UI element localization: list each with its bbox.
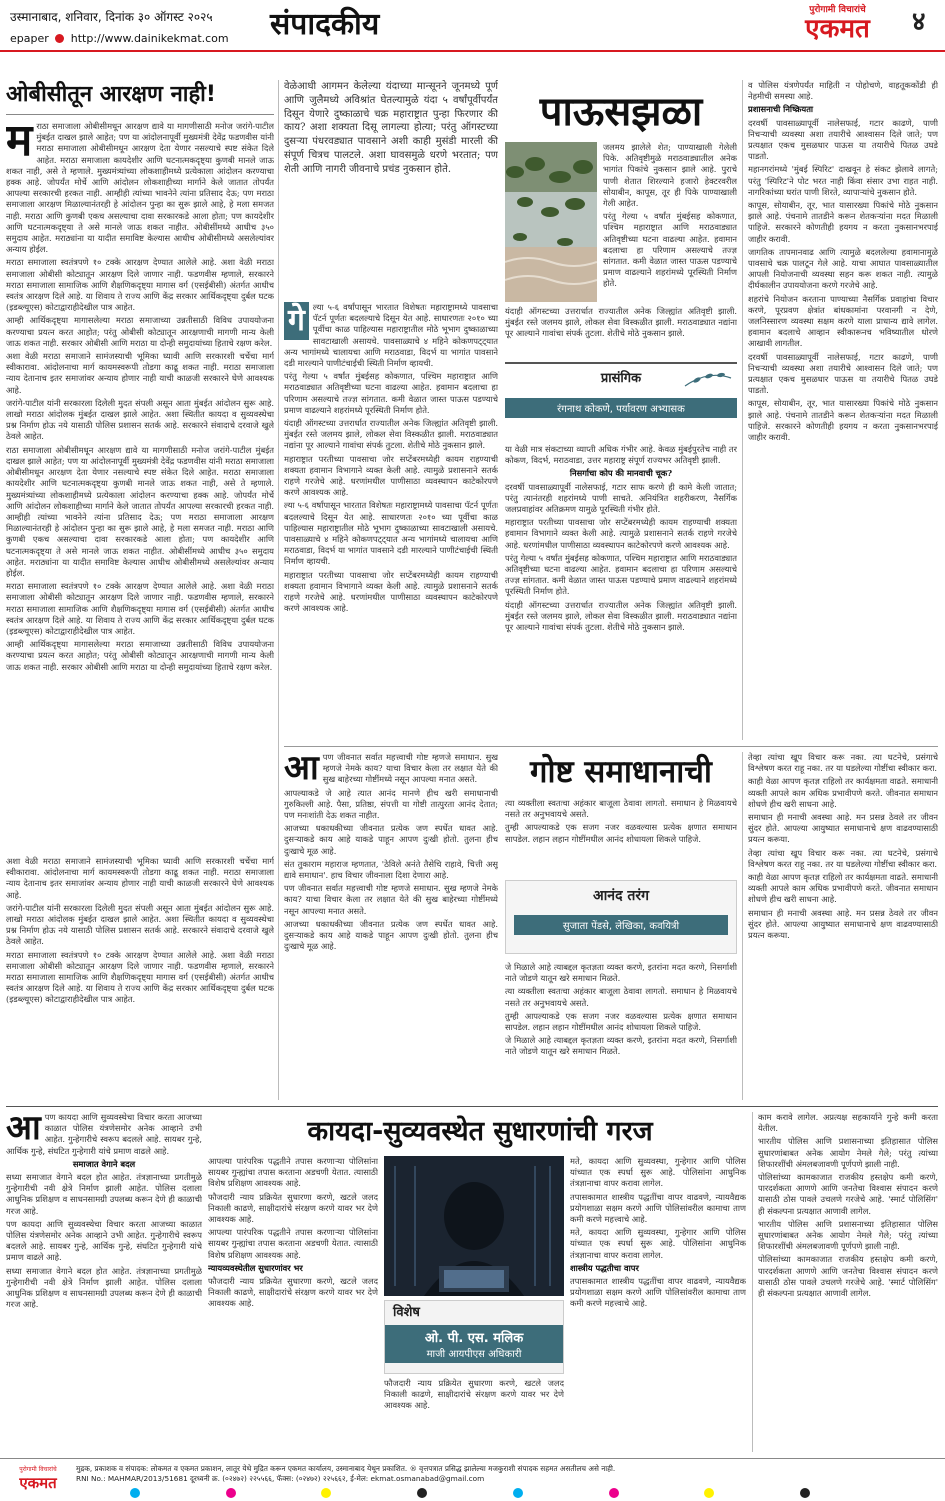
editorial-paragraph: अशा वेळी मराठा समाजाने सामंजस्याची भूमिका घ्यावी आणि सरकारशी चर्चेचा मार्ग स्वीकारावा. आंदोलनाचा मार्ग कायमस्वरूपी तोडगा काढू शकत नाही. मराठा समाजाला न्याय देतानाच इतर समाजांवर अन्याय होणार नाही याची काळजी सरकारने घेणे आवश्यक आहे.: [6, 351, 274, 395]
editorial-headline: ओबीसीतून आरक्षण नाही!: [6, 80, 274, 115]
leaf-icon: [683, 368, 733, 390]
story-text: काही वेळा आपण कृतज्ञ राहिलो तर कार्यक्षमता वाढते. समाधानी व्यक्ती आपले काम अधिक प्रभावीपणे करते. जीवनात समाधान शोधणे हीच खरी साधना आहे.: [748, 872, 938, 905]
rain-text: परंतु गेल्या ५ वर्षांत मुंबईसह कोकणात, पश्चिम महाराष्ट्रात आणि मराठवाड्यात अतिवृष्टीच्या घटना वाढल्या आहेत. हवामान बदलाचा हा परिणाम असल्याचे तज्ज्ञ सांगतात. कमी वेळात जास्त पाऊस पडण्याचे प्रमाण वाढल्याने शहरांमध्ये पूरस्थिती निर्माण होते.: [505, 552, 737, 597]
rain-text: यंदाही ऑगस्टच्या उत्तरार्धात राज्यातील अनेक जिल्ह्यांत अतिवृष्टी झाली. मुंबईत रस्ते जलमय झाले, लोकल सेवा विस्कळीत झाली. मराठवाड्यात नद्यांना पूर आल्याने गावांचा संपर्क तुटला. शेतीचे मोठे नुकसान झाले.: [284, 418, 498, 451]
story-text: समाधान ही मनाची अवस्था आहे. मन प्रसन्न ठेवले तर जीवन सुंदर होते. आपल्या आयुष्यात समाधानाचे क्षण वाढवण्यासाठी प्रयत्न करूया.: [748, 907, 938, 941]
logo-name: एकमत: [805, 14, 870, 44]
rain-text: महाराष्ट्रात परतीच्या पावसाचा जोर सप्टेंबरमध्येही कायम राहण्याची शक्यता हवामान विभागाने व्यक्त केली आहे. त्यामुळे प्रशासनाने सतर्क राहणे गरजेचे आहे. धरणांमधील पाणीसाठा व्यवस्थापन काटेकोरपणे करणे आवश्यक आहे.: [284, 569, 498, 614]
footer-logo: [8, 1465, 68, 1493]
editorial-dropcap: म: [6, 121, 33, 166]
story-text: संत तुकाराम महाराज म्हणतात, 'ठेविले अनंते तैसेचि राहावे, चित्ती असू द्यावे समाधान'. हाच विचार जीवनाला दिशा देणारा आहे.: [284, 858, 498, 881]
prasangik-label: [505, 362, 737, 438]
masthead-rule: [0, 50, 945, 52]
story-headline: गोष्ट समाधानाची: [530, 754, 712, 790]
rain-text: ल्या ५-६ वर्षांपासून भारतात विशेषतः महाराष्ट्रामध्ये पावसाचा पॅटर्न पूर्णतः बदलल्याचे दिसून येत आहे. साधारणतः २०१० च्या पूर्वीचा काळ पाहिल्यास महाराष्ट्रातील मोठे भूभाग दुष्काळाच्या सावटाखाली असायचे. पावसाळ्याचे ४ महिने कोकणपट्ट्यात अन्य भागांमध्ये चालायचा आणि मराठवाडा, विदर्भ या भागांत पावसाने दडी मारल्याने पाणीटंचाईची स्थिती निर्माण व्हायची.: [284, 500, 498, 567]
story-text: पण जीवनात सर्वात महत्त्वाची गोष्ट म्हणजे समाधान. सुख म्हणजे नेमके काय? याचा विचार केला तर लक्षात येते की सुख बाहेरच्या गोष्टींमध्ये नसून आपल्या मनात असते.: [322, 752, 498, 785]
yellow-dot: [704, 1488, 714, 1498]
rain-text: यंदाही ऑगस्टच्या उत्तरार्धात राज्यातील अनेक जिल्ह्यांत अतिवृष्टी झाली. मुंबईत रस्ते जलमय झाले, लोकल सेवा विस्कळीत झाली. मराठवाड्यात नद्यांना पूर आल्याने गावांचा संपर्क तुटला. शेतीचे मोठे नुकसान झाले.: [505, 599, 737, 633]
dateline: उस्मानाबाद, शनिवार, दिनांक ३० ऑगस्ट २०२५: [10, 10, 213, 24]
story-text: आजच्या धकाधकीच्या जीवनात प्रत्येक जण स्पर्धेत धावत आहे. दुसऱ्याकडे काय आहे याकडे पाहून आपण दुःखी होतो. तुलना हीच दुःखाचे मूळ आहे.: [284, 918, 498, 952]
footer-logo-tagline: पुरोगामी विचारांचे: [19, 1466, 57, 1473]
story-text: समाधान ही मनाची अवस्था आहे. मन प्रसन्न ठेवले तर जीवन सुंदर होते. आपल्या आयुष्यात समाधानाचे क्षण वाढवण्यासाठी प्रयत्न करूया.: [748, 812, 938, 845]
law-text: भारतीय पोलिस आणि प्रशासनाच्या इतिहासात पोलिस सुधारणांबाबत अनेक आयोग नेमले गेले; परंतु त्यांच्या शिफारशींची अंमलबजावणी पूर्णपणे झाली नाही.: [758, 1218, 938, 1252]
editorial-paragraph: आम्ही आर्थिकदृष्ट्या मागासलेल्या मराठा समाजाच्या उन्नतीसाठी विविध उपाययोजना करण्याचा प्रयत्न करत आहोत; परंतु ओबीसी कोट्यातून आरक्षणाची मागणी मान्य केली जाऊ शकत नाही. सरकार ओबीसी आणि मराठा या दोन्ही समुदायांच्या हिताचे रक्षण करेल.: [6, 315, 274, 348]
site-url[interactable]: http://www.dainikekmat.com: [70, 32, 229, 45]
logo-tagline: पुरोगामी विचारांचे: [809, 5, 866, 15]
footer-logo-name: एकमत: [19, 1474, 57, 1492]
rain-text: महानगरांमध्ये 'मुंबई स्पिरिट' दाखवून हे संकट झेलावे लागते; परंतु 'स्पिरिट'ने पोट भरत नाही किंवा संसार उभा राहत नाही. नागरिकांच्या घरांत पाणी शिरते, व्यापाऱ्यांचे नुकसान होते.: [748, 164, 938, 197]
rain-dropcap: गे: [284, 302, 309, 340]
hacker-photo: [384, 1156, 564, 1296]
law-text: पोलिसांच्या कामकाजात राजकीय हस्तक्षेप कमी करणे, पारदर्शकता आणणे आणि जनतेचा विश्वास संपादन करणे यासाठी ठोस पावले उचलणे गरजेचे आहे. 'स्मार्ट पोलिसिंग' ही संकल्पना प्रत्यक्षात आणावी लागेल.: [758, 1254, 938, 1299]
leaf-decoration: [683, 368, 733, 390]
flood-field-image: [505, 142, 597, 302]
editorial-paragraph: मराठा समाजाला स्वतंत्रपणे १० टक्के आरक्षण देण्यात आलेले आहे. अशा वेळी मराठा समाजाला ओबीसी कोट्यातून आरक्षण दिले जाणार नाही. फडणवीस म्हणाले, सरकारने मराठा समाजाला सामाजिक आणि शैक्षणिकदृष्ट्या मागास वर्ग (एसईबीसी) अंतर्गत आधीच स्वतंत्र आरक्षण दिले आहे. या शिवाय ते राज्य आणि केंद्र सरकार आर्थिकदृष्ट्या दुर्बल घटक (इडब्ल्यूएस) कोटाद्वाराहीदेखील पात्र आहेत.: [6, 581, 274, 636]
masthead: [0, 0, 945, 72]
vishesh-label: [384, 1300, 564, 1374]
story-body-left: [284, 752, 498, 1100]
law-body-right: [570, 1156, 746, 1452]
rain-subhead: प्रशासनाची निष्क्रियता: [748, 104, 814, 115]
vishesh-author-name: ओ. पी. एस. मलिक: [424, 1331, 524, 1346]
story-body-mid-lower: [505, 962, 737, 1100]
story-text: त्या व्यक्तीला स्वतःचा अहंकार बाजूला ठेवावा लागतो. समाधान हे मिळवायचे नसते तर अनुभवायचे असते.: [505, 798, 737, 820]
prasangik-title: प्रासंगिक: [505, 362, 737, 392]
law-text: पोलिसांच्या कामकाजात राजकीय हस्तक्षेप कमी करणे, पारदर्शकता आणणे आणि जनतेचा विश्वास संपादन करणे यासाठी ठोस पावले उचलणे गरजेचे आहे. 'स्मार्ट पोलिसिंग' ही संकल्पना प्रत्यक्षात आणावी लागेल.: [758, 1172, 938, 1216]
editorial-paragraph: राठा समाजाला ओबीसीमधून आरक्षण द्यावे या मागणीसाठी मनोज जरांगे-पाटील मुंबईत दाखल झाले आहेत; पण या आंदोलनापूर्वी मुख्यमंत्री देवेंद्र फडणवीस यांनी मराठा समाजाला ओबीसीमधून आरक्षण देता येणार नसल्याचे स्पष्ट संकेत दिले आहेत. मराठा समाजाला कायदेशीर आणि घटनात्मकदृष्ट्या कुणबी मानले जाऊ शकत नाही, असे ते म्हणाले. मुख्यमंत्र्यांच्या लोकशाहीमध्ये प्रत्येकाला आंदोलन करण्याचा हक्क आहे. जोपर्यंत मोर्चे आणि आंदोलन लोकशाहीच्या मार्गाने केले जातात तोपर्यंत आपल्या सरकारची हरकत नाही. आम्हीही त्यांच्या भावनेने त्यांना प्रतिसाद देऊ; पण मराठा समाजाला आरक्षण मिळाल्यानंतरही हे आंदोलन पुन्हा का सुरू झाले आहे, हे मला समजत नाही. मराठा आणि कुणबी एकच असल्याचा दावा सरकारकडे आला होता; पण कायदेशीर आणि घटनात्मकदृष्ट्या ते असे मानले जाऊ शकत नाहीत. ओबीसींमध्ये आधीच ३५० समुदाय आहेत. मराठ्यांना या यादीत समाविष्ट केल्यास आधीच ओबीसीमध्ये असलेल्यांवर अन्याय होईल.: [6, 444, 274, 578]
law-body-mid: [208, 1156, 378, 1452]
anand-tarang-author: सुजाता पेंडसे, लेखिका, कवयित्री: [514, 915, 728, 935]
story-text: त्या व्यक्तीला स्वतःचा अहंकार बाजूला ठेवावा लागतो. समाधान हे मिळवायचे नसते तर अनुभवायचे असते.: [505, 986, 737, 1008]
law-subhead: समाजात वेगाने बदल: [72, 1158, 136, 1169]
vishesh-author-role: माजी आयपीएस अधिकारी: [426, 1349, 522, 1360]
editorial-body-lower: [6, 856, 274, 1100]
law-text: तपासकामात शास्त्रीय पद्धतींचा वापर वाढवणे, न्यायवैद्यक प्रयोगशाळा सक्षम करणे आणि पोलिसांवरील कामाचा ताण कमी करणे महत्त्वाचे आहे.: [570, 1191, 746, 1225]
rain-body-right: [748, 80, 938, 742]
globe-icon: [55, 34, 64, 43]
rain-text: दरवर्षी पावसाळ्यापूर्वी नालेसफाई, गटार काढणे, पाणी निचऱ्याची व्यवस्था अशा तयारीचे आश्वासन दिले जाते; पण प्रत्यक्षात एकच मुसळधार पाऊस या तयारीचे पितळ उघडे पाडतो.: [748, 117, 938, 162]
imprint-text: [76, 1464, 936, 1484]
story-text: तुम्ही आपल्याकडे एक सजग नजर वळवल्यास प्रत्येक क्षणात समाधान सापडेल. लहान लहान गोष्टींमधील आनंद शोधायला शिकले पाहिजे.: [505, 822, 737, 844]
rain-photo-caption-text: [603, 142, 737, 304]
rain-text: कापूस, सोयाबीन, तूर, भात यासारख्या पिकांचे मोठे नुकसान झाले आहे. पंचनामे तातडीने करून शेतकऱ्यांना मदत मिळाली पाहिजे. सरकारने कोणतीही हयगय न करता नुकसानभरपाई जाहीर करावी.: [748, 398, 938, 443]
editorial-paragraph: मराठा समाजाला स्वतंत्रपणे १० टक्के आरक्षण देण्यात आलेले आहे. अशा वेळी मराठा समाजाला ओबीसी कोट्यातून आरक्षण दिले जाणार नाही. फडणवीस म्हणाले, सरकारने मराठा समाजाला सामाजिक आणि शैक्षणिकदृष्ट्या मागास वर्ग (एसईबीसी) अंतर्गत आधीच स्वतंत्र आरक्षण दिले आहे. या शिवाय ते राज्य आणि केंद्र सरकार आर्थिकदृष्ट्या दुर्बल घटक (इडब्ल्यूएस) कोटाद्वाराहीदेखील पात्र आहेत.: [6, 949, 274, 1005]
story-text: पण जीवनात सर्वात महत्त्वाची गोष्ट म्हणजे समाधान. सुख म्हणजे नेमके काय? याचा विचार केला तर लक्षात येते की सुख बाहेरच्या गोष्टींमध्ये नसून आपल्या मनात असते.: [284, 883, 498, 916]
law-subhead: न्यायव्यवस्थेतील सुधारणांवर भर: [208, 1262, 303, 1273]
law-text: मते, कायदा आणि सुव्यवस्था, गुन्हेगार आणि पोलिस यांच्यात एक स्पर्धा सुरू आहे. पोलिसांना आधुनिक तंत्रज्ञानाचा वापर करावा लागेल.: [570, 1156, 746, 1189]
story-text: आपल्याकडे जे आहे त्यात आनंद मानणे हीच खरी समाधानाची गुरुकिल्ली आहे. पैसा, प्रतिष्ठा, संपत्ती या गोष्टी तात्पुरता आनंद देतात; पण मनःशांती देऊ शकत नाहीत.: [284, 787, 498, 821]
anand-tarang-title: आनंद तरंग: [593, 888, 649, 904]
rain-text: जलमय झालेले शेत; पाण्याखाली गेलेली पिके. अतिवृष्टीमुळे मराठवाड्यातील अनेक भागांत पिकांचे नुकसान झाले आहे. पुराचे पाणी शेतात शिरल्याने हजारो हेक्टरवरील सोयाबीन, कापूस, तूर ही पिके पाण्याखाली गेली आहेत.: [603, 142, 737, 209]
rain-body-middle: [505, 444, 737, 742]
story-text: जे मिळाले आहे त्याबद्दल कृतज्ञता व्यक्त करणे, इतरांना मदत करणे, निसर्गाशी नाते जोडणे यातून खरे समाधान मिळते.: [505, 1035, 737, 1057]
vishesh-author-block: [385, 1325, 563, 1363]
law-body-far: [758, 1112, 938, 1452]
epaper-url[interactable]: [10, 32, 229, 45]
law-body-left: [6, 1112, 202, 1452]
law-dropcap: आ: [6, 1112, 41, 1148]
rain-text: परंतु गेल्या ५ वर्षांत मुंबईसह कोकणात, पश्चिम महाराष्ट्रात आणि मराठवाड्यात अतिवृष्टीच्या घटना वाढल्या आहेत. हवामान बदलाचा हा परिणाम असल्याचे तज्ज्ञ सांगतात. कमी वेळात जास्त पाऊस पडण्याचे प्रमाण वाढल्याने शहरांमध्ये पूरस्थिती निर्माण होते.: [284, 371, 498, 415]
yellow-dot: [321, 1488, 331, 1498]
law-text: काम करावे लागेल. अप्रत्यक्ष सहकार्याने गुन्हे कमी करता येतील.: [758, 1112, 938, 1134]
editorial-paragraph: अशा वेळी मराठा समाजाने सामंजस्याची भूमिका घ्यावी आणि सरकारशी चर्चेचा मार्ग स्वीकारावा. आंदोलनाचा मार्ग कायमस्वरूपी तोडगा काढू शकत नाही. मराठा समाजाला न्याय देतानाच इतर समाजांवर अन्याय होणार नाही याची काळजी सरकारने घेणे आवश्यक आहे.: [6, 856, 274, 900]
law-text: आपल्या पारंपरिक पद्धतीने तपास करणाऱ्या पोलिसांना सायबर गुन्ह्यांचा तपास करताना अडचणी येतात. त्यासाठी विशेष प्रशिक्षण आवश्यक आहे.: [208, 1156, 378, 1189]
editorial-article: [6, 80, 274, 850]
story-body-mid: [505, 798, 737, 872]
imprint-line: RNI No.: MAHMAR/2013/51681 दूरध्वनी क्र. (०२४७२) २२५५६६, फॅक्स: (०२४७२) २२५६६२, ई-मेल: ekmat.osmanabad@gmail.com: [76, 1474, 485, 1483]
law-body-photo-below: [384, 1378, 564, 1452]
law-text: फौजदारी न्याय प्रक्रियेत सुधारणा करणे, खटले जलद निकाली काढणे, साक्षीदारांचे संरक्षण करणे यावर भर देणे आवश्यक आहे.: [384, 1378, 564, 1411]
editorial-paragraph: जरांगे-पाटील यांनी सरकारला दिलेली मुदत संपली असून आता मुंबईत आंदोलन सुरू आहे. लाखो मराठा आंदोलक मुंबईत दाखल झाले आहेत. अशा स्थितीत कायदा व सुव्यवस्थेचा प्रश्न निर्माण होऊ नये यासाठी पोलिस प्रशासन सतर्क आहे. सरकारने संवादाचे दरवाजे खुले ठेवले आहेत.: [6, 397, 274, 442]
column-divider: [752, 1112, 753, 1452]
anand-tarang-label: [505, 880, 737, 954]
black-dot: [800, 1488, 810, 1498]
story-text: जे मिळाले आहे त्याबद्दल कृतज्ञता व्यक्त करणे, इतरांना मदत करणे, निसर्गाशी नाते जोडणे यातून खरे समाधान मिळते.: [505, 962, 737, 984]
column-divider: [742, 752, 743, 1100]
rain-text: दरवर्षी पावसाळ्यापूर्वी नालेसफाई, गटार साफ करणे ही कामे केली जातात; परंतु त्यानंतरही शहरांमध्ये पाणी साचते. अनियंत्रित शहरीकरण, नैसर्गिक जलप्रवाहांवर अतिक्रमण यामुळे पूरस्थिती गंभीर होते.: [505, 481, 737, 515]
black-dot: [417, 1488, 427, 1498]
law-text: तपासकामात शास्त्रीय पद्धतींचा वापर वाढवणे, न्यायवैद्यक प्रयोगशाळा सक्षम करणे आणि पोलिसांवरील कामाचा ताण कमी करणे महत्त्वाचे आहे.: [570, 1276, 746, 1309]
prasangik-author: रंगनाथ कोकणे, पर्यावरण अभ्यासक: [505, 398, 737, 418]
rain-text: या वेळी मात्र संकटाच्या व्याप्ती अधिक गंभीर आहे. केवळ मुंबईपुरतेच नाही तर कोकण, विदर्भ, मराठवाडा, उत्तर महाराष्ट्र संपूर्ण राज्यभर अतिवृष्टी झाली.: [505, 444, 737, 466]
imprint-line: मुद्रक, प्रकाशक व संपादक: लोकमत व एकमत प्रकाशन, लातूर येथे मुद्रित करून एकमत कार्यालय, उस्मानाबाद येथून प्रकाशित. ® वृत्तपत्रात प्रसिद्ध झालेल्या मजकुराशी संपादक सहमत असतीलच असे नाही.: [76, 1464, 616, 1473]
editorial-paragraph: राठा समाजाला ओबीसीमधून आरक्षण द्यावे या मागणीसाठी मनोज जरांगे-पाटील मुंबईत दाखल झाले आहेत; पण या आंदोलनापूर्वी मुख्यमंत्री देवेंद्र फडणवीस यांनी मराठा समाजाला ओबीसीमधून आरक्षण देता येणार नसल्याचे स्पष्ट संकेत दिले आहेत. मराठा समाजाला कायदेशीर आणि घटनात्मकदृष्ट्या कुणबी मानले जाऊ शकत नाही, असे ते म्हणाले. मुख्यमंत्र्यांच्या लोकशाहीमध्ये प्रत्येकाला आंदोलन करण्याचा हक्क आहे. जोपर्यंत मोर्चे आणि आंदोलन लोकशाहीच्या मार्गाने केले जातात तोपर्यंत आपल्या सरकारची हरकत नाही. आम्हीही त्यांच्या भावनेने त्यांना प्रतिसाद देऊ; पण मराठा समाजाला आरक्षण मिळाल्यानंतरही हे आंदोलन पुन्हा का सुरू झाले आहे, हे मला समजत नाही. मराठा आणि कुणबी एकच असल्याचा दावा सरकारकडे आला होता; पण कायदेशीर आणि घटनात्मकदृष्ट्या ते असे मानले जाऊ शकत नाहीत. ओबीसींमध्ये आधीच ३५० समुदाय आहेत. मराठ्यांना या यादीत समाविष्ट केल्यास आधीच ओबीसीमध्ये असलेल्यांवर अन्याय होईल.: [6, 121, 274, 255]
rain-lead-top: [284, 80, 498, 290]
cyan-dot: [130, 1488, 140, 1498]
rain-text: दरवर्षी पावसाळ्यापूर्वी नालेसफाई, गटार काढणे, पाणी निचऱ्याची व्यवस्था अशा तयारीचे आश्वासन दिले जाते; पण प्रत्यक्षात एकच मुसळधार पाऊस या तयारीचे पितळ उघडे पाडतो.: [748, 351, 938, 396]
law-headline: कायदा-सुव्यवस्थेत सुधारणांची गरज: [210, 1112, 750, 1152]
rain-headline: पाऊसझळा: [539, 89, 703, 135]
rain-text: महाराष्ट्रात परतीच्या पावसाचा जोर सप्टेंबरमध्येही कायम राहण्याची शक्यता हवामान विभागाने व्यक्त केली आहे. त्यामुळे प्रशासनाने सतर्क राहणे गरजेचे आहे. धरणांमधील पाणीसाठा व्यवस्थापन काटेकोरपणे करणे आवश्यक आहे.: [505, 517, 737, 550]
story-dropcap: आ: [284, 752, 319, 788]
law-text: पण कायदा आणि सुव्यवस्थेचा विचार करता आजच्या काळात पोलिस यंत्रणेसमोर अनेक आव्हाने उभी आहेत. गुन्हेगारीचे स्वरूप बदलले आहे. सायबर गुन्हे, आर्थिक गुन्हे, संघटित गुन्हेगारी यांचे प्रमाण वाढले आहे.: [6, 1112, 202, 1156]
story-text: आजच्या धकाधकीच्या जीवनात प्रत्येक जण स्पर्धेत धावत आहे. दुसऱ्याकडे काय आहे याकडे पाहून आपण दुःखी होतो. तुलना हीच दुःखाचे मूळ आहे.: [284, 823, 498, 856]
law-text: फौजदारी न्याय प्रक्रियेत सुधारणा करणे, खटले जलद निकाली काढणे, साक्षीदारांचे संरक्षण करणे यावर भर देणे आवश्यक आहे.: [208, 1191, 378, 1225]
rain-text: ल्या ५-६ वर्षांपासून भारतात विशेषतः महाराष्ट्रामध्ये पावसाचा पॅटर्न पूर्णतः बदलल्याचे दिसून येत आहे. साधारणतः २०१० च्या पूर्वीचा काळ पाहिल्यास महाराष्ट्रातील मोठे भूभाग दुष्काळाच्या सावटाखाली असायचे. पावसाळ्याचे ४ महिने कोकणपट्ट्यात अन्य भागांमध्ये चालायचा आणि मराठवाडा, विदर्भ या भागांत पावसाने दडी मारल्याने पाणीटंचाईची स्थिती निर्माण व्हायची.: [284, 302, 498, 369]
magenta-dot: [609, 1488, 619, 1498]
cyan-dot: [513, 1488, 523, 1498]
column-divider: [278, 80, 279, 1100]
vishesh-title: विशेष: [393, 1305, 420, 1320]
law-text: सध्या समाजात वेगाने बदल होत आहेत. तंत्रज्ञानाच्या प्रगतीमुळे गुन्हेगारीची नवी क्षेत्रे निर्माण झाली आहेत. पोलिस दलाला आधुनिक प्रशिक्षण व साधनसामग्री उपलब्ध करून देणे ही काळाची गरज आहे.: [6, 1172, 202, 1216]
law-text: फौजदारी न्याय प्रक्रियेत सुधारणा करणे, खटले जलद निकाली काढणे, साक्षीदारांचे संरक्षण करणे यावर भर देणे आवश्यक आहे.: [208, 1276, 378, 1309]
editorial-paragraph: मराठा समाजाला स्वतंत्रपणे १० टक्के आरक्षण देण्यात आलेले आहे. अशा वेळी मराठा समाजाला ओबीसी कोट्यातून आरक्षण दिले जाणार नाही. फडणवीस म्हणाले, सरकारने मराठा समाजाला सामाजिक आणि शैक्षणिकदृष्ट्या मागास वर्ग (एसईबीसी) अंतर्गत आधीच स्वतंत्र आरक्षण दिले आहे. या शिवाय ते राज्य आणि केंद्र सरकार आर्थिकदृष्ट्या दुर्बल घटक (इडब्ल्यूएस) कोटाद्वाराहीदेखील पात्र आहेत.: [6, 257, 274, 313]
rain-body-left: [284, 302, 498, 742]
magenta-dot: [226, 1488, 236, 1498]
story-body-right: [748, 752, 938, 1100]
rain-text: महाराष्ट्रात परतीच्या पावसाचा जोर सप्टेंबरमध्येही कायम राहण्याची शक्यता हवामान विभागाने व्यक्त केली आहे. त्यामुळे प्रशासनाने सतर्क राहणे गरजेचे आहे. धरणांमधील पाणीसाठा व्यवस्थापन काटेकोरपणे करणे आवश्यक आहे.: [284, 453, 498, 498]
story-text: तेव्हा त्यांचा खूप विचार करू नका. त्या घटनेचे, प्रसंगाचे विश्लेषण करत राहू नका. तर या घडलेल्या गोष्टींचा स्वीकार करा.: [748, 847, 938, 869]
story-text: काही वेळा आपण कृतज्ञ राहिलो तर कार्यक्षमता वाढते. समाधानी व्यक्ती आपले काम अधिक प्रभावीपणे करते. जीवनात समाधान शोधणे हीच खरी साधना आहे.: [748, 776, 938, 809]
hacker-image: [384, 1156, 564, 1296]
rain-text: परंतु गेल्या ५ वर्षांत मुंबईसह कोकणात, पश्चिम महाराष्ट्रात आणि मराठवाड्यात अतिवृष्टीच्या घटना वाढल्या आहेत. हवामान बदलाचा हा परिणाम असल्याचे तज्ज्ञ सांगतात. कमी वेळात जास्त पाऊस पडण्याचे प्रमाण वाढल्याने शहरांमध्ये पूरस्थिती निर्माण होते.: [603, 211, 737, 289]
print-registration-marks: [130, 1488, 810, 1498]
epaper-label: epaper: [10, 32, 49, 45]
editorial-paragraph: जरांगे-पाटील यांनी सरकारला दिलेली मुदत संपली असून आता मुंबईत आंदोलन सुरू आहे. लाखो मराठा आंदोलक मुंबईत दाखल झाले आहेत. अशा स्थितीत कायदा व सुव्यवस्थेचा प्रश्न निर्माण होऊ नये यासाठी पोलिस प्रशासन सतर्क आहे. सरकारने संवादाचे दरवाजे खुले ठेवले आहेत.: [6, 902, 274, 947]
law-subhead: शास्त्रीय पद्धतीचा वापर: [570, 1262, 639, 1273]
story-text: तेव्हा त्यांचा खूप विचार करू नका. त्या घटनेचे, प्रसंगाचे विश्लेषण करत राहू नका. तर या घडलेल्या गोष्टींचा स्वीकार करा.: [748, 752, 938, 774]
logo: [770, 2, 905, 48]
law-text: सध्या समाजात वेगाने बदल होत आहेत. तंत्रज्ञानाच्या प्रगतीमुळे गुन्हेगारीची नवी क्षेत्रे निर्माण झाली आहेत. पोलिस दलाला आधुनिक प्रशिक्षण व साधनसामग्री उपलब्ध करून देणे ही काळाची गरज आहे.: [6, 1265, 202, 1310]
story-text: तुम्ही आपल्याकडे एक सजग नजर वळवल्यास प्रत्येक क्षणात समाधान सापडेल. लहान लहान गोष्टींमधील आनंद शोधायला शिकले पाहिजे.: [505, 1010, 737, 1033]
flood-photo: [505, 142, 597, 302]
law-text: भारतीय पोलिस आणि प्रशासनाच्या इतिहासात पोलिस सुधारणांबाबत अनेक आयोग नेमले गेले; परंतु त्यांच्या शिफारशींची अंमलबजावणी पूर्णपणे झाली नाही.: [758, 1136, 938, 1169]
section-divider: [284, 746, 938, 747]
rain-text: जागतिक तापमानवाढ आणि त्यामुळे बदललेल्या हवामानामुळे पावसाचे चक्र पालटून गेले आहे. याचा आघात पावसाळ्यातील आपली नियोजनाची व्यवस्था सहन करू शकत नाही. त्यामुळे दीर्घकालीन उपाययोजना करणे गरजेचे आहे.: [748, 246, 938, 291]
law-text: पण कायदा आणि सुव्यवस्थेचा विचार करता आजच्या काळात पोलिस यंत्रणेसमोर अनेक आव्हाने उभी आहेत. गुन्हेगारीचे स्वरूप बदलले आहे. सायबर गुन्हे, आर्थिक गुन्हे, संघटित गुन्हेगारी यांचे प्रमाण वाढले आहे.: [6, 1218, 202, 1263]
rain-continue-text: [505, 306, 737, 358]
page-number: ४: [912, 7, 926, 37]
section-title: संपादकीय: [270, 7, 380, 42]
column-divider: [742, 80, 743, 740]
rain-text: कापूस, सोयाबीन, तूर, भात यासारख्या पिकांचे मोठे नुकसान झाले आहे. पंचनामे तातडीने करून शेतकऱ्यांना मदत मिळाली पाहिजे. सरकारने कोणतीही हयगय न करता नुकसानभरपाई जाहीर करावी.: [748, 200, 938, 244]
rain-text: व पोलिस यंत्रणेपर्यंत माहिती न पोहोचणे, वाहतूककोंडी ही नेहमीची समस्या आहे.: [748, 80, 938, 102]
rain-text: शहरांचे नियोजन करताना पाण्याच्या नैसर्गिक प्रवाहांचा विचार करणे, पूरप्रवण क्षेत्रांत बांधकामांना परवानगी न देणे, जलनिस्सारण व्यवस्था सक्षम करणे याला प्राधान्य द्यावे लागेल. हवामान बदलाचे आव्हान स्वीकारूनच भविष्यातील धोरणे आखावी लागतील.: [748, 293, 938, 349]
law-text: मते, कायदा आणि सुव्यवस्था, गुन्हेगार आणि पोलिस यांच्यात एक स्पर्धा सुरू आहे. पोलिसांना आधुनिक तंत्रज्ञानाचा वापर करावा लागेल.: [570, 1227, 746, 1260]
law-text: आपल्या पारंपरिक पद्धतीने तपास करणाऱ्या पोलिसांना सायबर गुन्ह्यांचा तपास करताना अडचणी येतात. त्यासाठी विशेष प्रशिक्षण आवश्यक आहे.: [208, 1227, 378, 1260]
editorial-body: [6, 121, 274, 849]
rain-lead-paragraph: वेळेआधी आगमन केलेल्या यंदाच्या मान्सूनने जूनमध्ये पूर्ण आणि जुलैमध्ये अविश्रांत घेतल्यामुळे यंदा ५ वर्षांपूर्वीपर्यंत दिसून येणारे दुष्काळाचे चक्र महाराष्ट्रात पुन्हा फिरणार की काय? अशा शक्यता दिसू लागल्या होत्या; परंतु ऑगस्टच्या दुसऱ्या पंधरवड्यात पावसाने अशी काही मुसंडी मारली की संपूर्ण चित्रच पालटले. अशा घावसमुळे धरणे भरतात; पण शेती आणि नागरी जीवनाचे प्रचंड नुकसान होते.: [284, 81, 498, 175]
rain-text: यंदाही ऑगस्टच्या उत्तरार्धात राज्यातील अनेक जिल्ह्यांत अतिवृष्टी झाली. मुंबईत रस्ते जलमय झाले, लोकल सेवा विस्कळीत झाली. मराठवाड्यात नद्यांना पूर आल्याने गावांचा संपर्क तुटला. शेतीचे मोठे नुकसान झाले.: [505, 306, 737, 339]
section-divider: [6, 1106, 938, 1107]
editorial-paragraph: आम्ही आर्थिकदृष्ट्या मागासलेल्या मराठा समाजाच्या उन्नतीसाठी विविध उपाययोजना करण्याचा प्रयत्न करत आहोत; परंतु ओबीसी कोट्यातून आरक्षणाची मागणी मान्य केली जाऊ शकत नाही. सरकार ओबीसी आणि मराठा या दोन्ही समुदायांच्या हिताचे रक्षण करेल.: [6, 639, 274, 672]
rain-subhead: निसर्गाचा कोप की मानवाची चूक?: [569, 468, 673, 479]
